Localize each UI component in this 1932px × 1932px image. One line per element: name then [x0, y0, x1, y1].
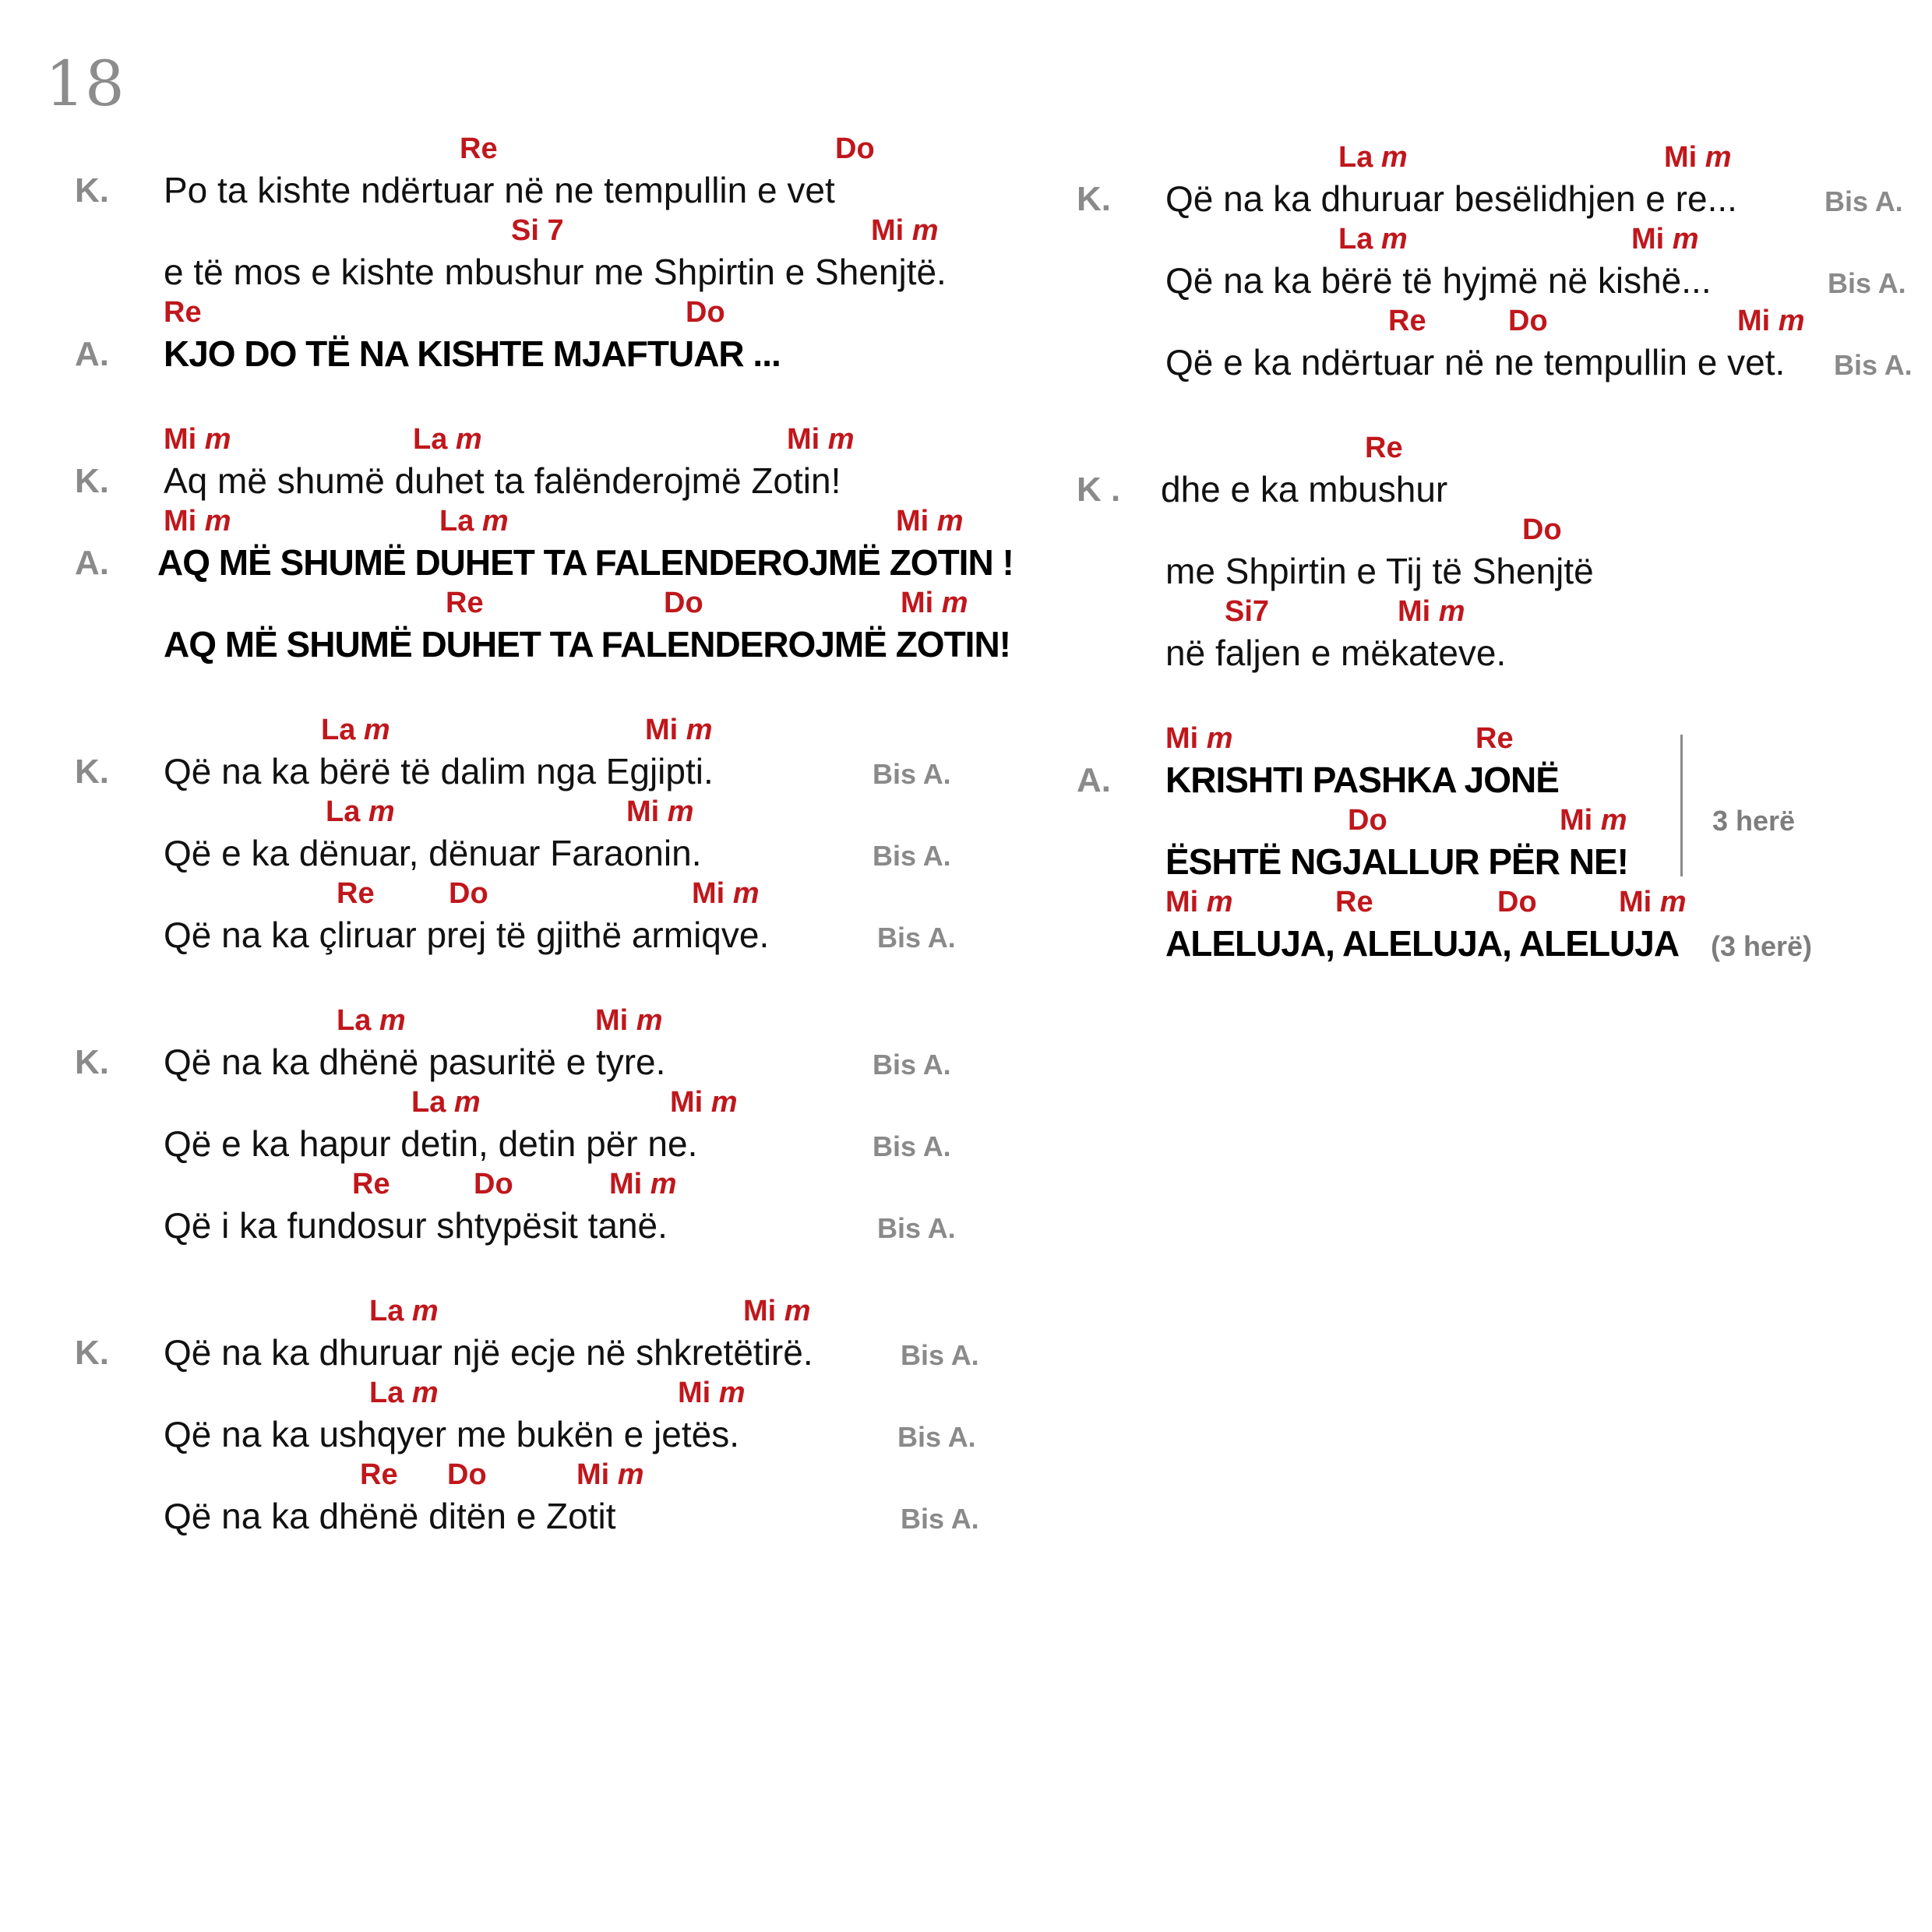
chord: Re	[360, 1458, 398, 1491]
chord: La m	[411, 1086, 481, 1119]
bis-repeat-note: Bis A.	[873, 840, 951, 872]
assembly-line: AQ MË SHUMË DUHET TA FALENDEROJMË ZOTIN!	[164, 624, 1010, 665]
chord: Do	[447, 1458, 487, 1491]
chord: Mi m	[1165, 886, 1233, 918]
chord: Re	[164, 296, 202, 329]
chord: La m	[369, 1295, 439, 1327]
lyric-line: Që na ka dhuruar një ecje në shkretëtirë.	[164, 1332, 813, 1373]
chord: La m	[413, 423, 482, 456]
lyric-line: në faljen e mëkateve.	[1165, 633, 1507, 673]
lyric-line: Aq më shumë duhet ta falënderojmë Zotin!	[164, 460, 841, 501]
chord: Mi m	[787, 423, 855, 456]
chord: Mi m	[871, 214, 939, 247]
chord: Mi m	[576, 1458, 644, 1491]
bis-repeat-note: Bis A.	[873, 1130, 951, 1162]
bis-repeat-note: Bis A.	[901, 1503, 979, 1535]
speaker-label-k: K.	[75, 462, 109, 500]
chord: Re	[446, 587, 484, 619]
chord: Re	[1335, 886, 1373, 918]
chord: Mi m	[678, 1377, 746, 1409]
bis-repeat-note: Bis A.	[877, 922, 956, 954]
lyric-line: Që na ka dhuruar besëlidhjen e re...	[1165, 178, 1737, 219]
speaker-label-a: A.	[75, 544, 109, 582]
lyric-line: Që i ka fundosur shtypësit tanë.	[164, 1205, 668, 1246]
repeat-count: (3 herë)	[1711, 930, 1813, 962]
lyric-line: Që e ka ndërtuar në ne tempullin e vet.	[1165, 342, 1786, 383]
lyric-line: e të mos e kishte mbushur me Shpirtin e Shenjtë.	[164, 252, 947, 292]
bis-repeat-note: Bis A.	[1834, 349, 1913, 381]
chord: Si7	[1225, 595, 1270, 628]
speaker-label-a: A.	[1077, 761, 1111, 799]
chord: Do	[474, 1168, 513, 1200]
chord: Mi m	[626, 795, 694, 828]
chord: Mi m	[164, 505, 231, 538]
chord: Do	[1497, 886, 1537, 918]
lyric-line: Që na ka bërë të hyjmë në kishë...	[1165, 260, 1712, 301]
assembly-line: KJO DO TË NA KISHTE MJAFTUAR ...	[164, 333, 781, 374]
lyric-line: me Shpirtin e Tij të Shenjtë	[1165, 551, 1594, 591]
bis-repeat-note: Bis A.	[873, 1049, 951, 1081]
assembly-line: AQ MË SHUMË DUHET TA FALENDEROJMË ZOTIN !	[157, 542, 1014, 583]
chord: Re	[460, 132, 498, 165]
chord: La m	[321, 714, 390, 746]
lyric-line: Që na ka bërë të dalim nga Egjipti.	[164, 751, 714, 791]
bis-repeat-note: Bis A.	[873, 758, 951, 790]
assembly-line: KRISHTI PASHKA JONË	[1165, 760, 1559, 800]
lyric-line: Që na ka dhënë ditën e Zotit	[164, 1496, 616, 1536]
chord: Si 7	[511, 214, 564, 247]
chord: Re	[1365, 432, 1403, 464]
bis-repeat-note: Bis A.	[877, 1212, 956, 1244]
speaker-label-k: K.	[75, 171, 109, 210]
chord: Mi m	[1398, 595, 1465, 628]
bis-repeat-note: Bis A.	[901, 1339, 979, 1371]
chord: Mi m	[901, 587, 968, 619]
speaker-label-k: K.	[75, 1334, 109, 1372]
chord: Do	[1508, 305, 1548, 337]
assembly-line: ËSHTË NGJALLUR PËR NE!	[1165, 841, 1628, 882]
repeat-count: 3 herë	[1712, 805, 1796, 837]
chord: Re	[352, 1168, 390, 1200]
lyric-line: Që na ka çliruar prej të gjithë armiqve.	[164, 915, 770, 955]
lyric-line: Që e ka hapur detin, detin për ne.	[164, 1123, 698, 1164]
chord: Do	[1348, 804, 1387, 837]
chord: Mi m	[645, 714, 713, 746]
assembly-line: ALELUJA, ALELUJA, ALELUJA	[1165, 923, 1680, 964]
chord: Do	[664, 587, 703, 619]
chord: Mi m	[1165, 722, 1233, 755]
lyric-line: Që e ka dënuar, dënuar Faraonin.	[164, 833, 702, 873]
chord: Mi m	[670, 1086, 738, 1119]
chord: Mi m	[164, 423, 231, 456]
bis-repeat-note: Bis A.	[1824, 185, 1903, 217]
chord: Mi m	[896, 505, 964, 538]
chord: Mi m	[743, 1295, 811, 1327]
speaker-label-k: K.	[75, 753, 109, 791]
repeat-bracket	[1680, 735, 1683, 876]
bis-repeat-note: Bis A.	[897, 1421, 976, 1453]
speaker-label-a: A.	[75, 335, 109, 373]
chord: Do	[449, 877, 488, 910]
lyric-line: Që na ka dhënë pasuritë e tyre.	[164, 1042, 666, 1082]
chord: Mi m	[1737, 305, 1805, 337]
chord: Do	[686, 296, 725, 329]
chord: La m	[369, 1377, 439, 1409]
speaker-label-k: K .	[1077, 471, 1121, 509]
chord: Re	[1388, 305, 1426, 337]
speaker-label-k: K.	[1077, 180, 1111, 218]
bis-repeat-note: Bis A.	[1828, 267, 1906, 299]
page-number: 18	[45, 48, 125, 120]
chord: La m	[1338, 141, 1408, 174]
chord: Mi m	[1560, 804, 1627, 837]
chord: Re	[1475, 722, 1514, 755]
lyric-line: Po ta kishte ndërtuar në ne tempullin e vet	[164, 170, 835, 210]
chord: Mi m	[1619, 886, 1687, 918]
chord: Mi m	[595, 1004, 663, 1037]
chord: La m	[337, 1004, 406, 1037]
chord: La m	[326, 795, 395, 828]
chord: Do	[835, 132, 875, 165]
chord: Mi m	[692, 877, 760, 910]
chord: La m	[1338, 223, 1408, 256]
speaker-label-k: K.	[75, 1043, 109, 1081]
chord: Re	[337, 877, 375, 910]
lyric-line: dhe e ka mbushur	[1161, 469, 1448, 509]
chord: Mi m	[609, 1168, 677, 1200]
chord: Mi m	[1631, 223, 1699, 256]
chord: Mi m	[1664, 141, 1732, 174]
chord: La m	[439, 505, 509, 538]
chord: Do	[1522, 513, 1562, 546]
lyric-line: Që na ka ushqyer me bukën e jetës.	[164, 1414, 739, 1454]
